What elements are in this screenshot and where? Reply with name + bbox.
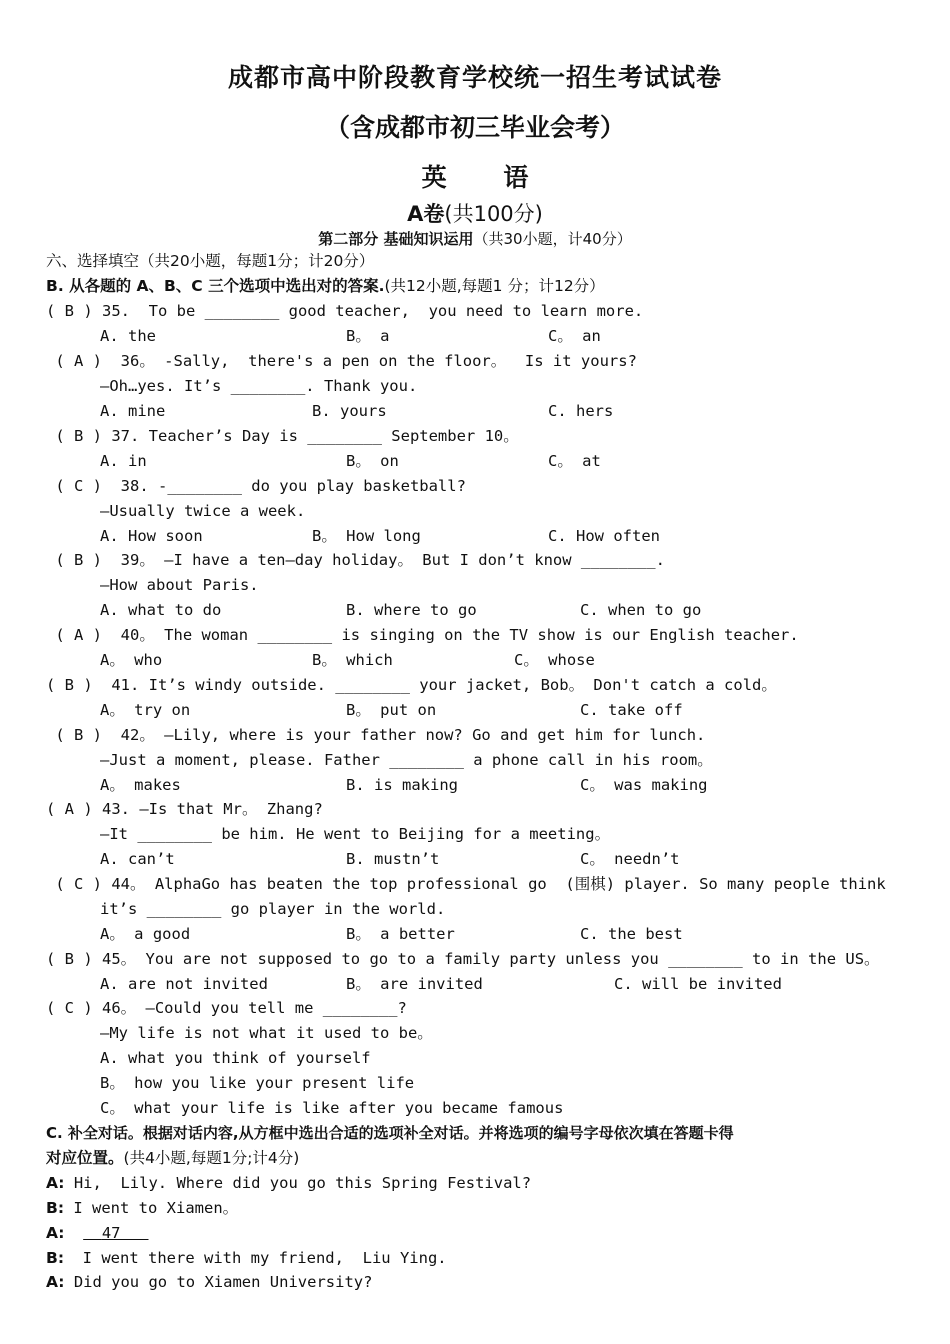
q46-option-a: A. what you think of yourself (100, 1049, 371, 1067)
question-43-stem: ( A ) 43. —Is that Mr。 Zhang? (46, 800, 323, 818)
q45-option-b: B。 are invited (346, 975, 483, 993)
q44-option-b: B。 a better (346, 925, 455, 943)
question-36-stem: ( A ) 36。 -Sally, there's a pen on the floor。 Is it yours? (46, 352, 637, 370)
q43-option-b: B. mustn’t (346, 850, 440, 868)
part2-title: 第二部分 基础知识运用 (318, 230, 474, 248)
question-44-stem: ( C ) 44。 AlphaGo has beaten the top professional go (围棋) player. So many people think (46, 875, 886, 893)
dialogue-text: I went to Xiamen。 (64, 1199, 239, 1217)
q39-option-c: C. when to go (580, 601, 702, 619)
q46-option-b: B。 how you like your present life (100, 1074, 415, 1092)
sectionB-heading (46, 276, 605, 296)
q43-option-a: A. can’t (100, 850, 175, 868)
sectionC-title-info: (共4小题,每题1分;计4分) (123, 1149, 300, 1167)
question-38-line2: —Usually twice a week. (100, 502, 306, 520)
q37-option-c: C。 at (548, 452, 601, 470)
question-36-line2: —Oh…yes. It’s ________. Thank you. (100, 377, 418, 395)
q42-option-b: B. is making (346, 776, 458, 794)
question-45-stem: ( B ) 45。 You are not supposed to go to a family party unless you ________ to in the US。 (46, 950, 880, 968)
dialogue-speaker: B: (46, 1249, 65, 1267)
dialogue-line-3 (46, 1223, 149, 1243)
question-40-stem: ( A ) 40。 The woman ________ is singing on the TV show is our English teacher. (46, 626, 799, 644)
q35-option-c: C。 an (548, 327, 601, 345)
q38-option-c: C. How often (548, 527, 660, 545)
paper-a-label: A卷 (407, 202, 445, 226)
q39-option-b: B. where to go (346, 601, 477, 619)
q44-option-a: A。 a good (100, 925, 191, 943)
q41-option-b: B。 put on (346, 701, 437, 719)
q40-option-a: A。 who (100, 651, 163, 669)
question-43-line2: —It ________ be him. He went to Beijing for a meeting。 (100, 825, 611, 843)
dialogue-speaker: A: (46, 1174, 65, 1192)
dialogue-line-5 (46, 1272, 372, 1292)
question-44-line2: it’s ________ go player in the world. (100, 900, 446, 918)
paper-a-score: (共100分) (444, 202, 543, 226)
exam-title: 成都市高中阶段教育学校统一招生考试试卷 (227, 63, 722, 92)
dialogue-line-4 (46, 1248, 447, 1268)
q35-option-b: B。 a (346, 327, 390, 345)
q38-option-b: B。 How long (312, 527, 421, 545)
question-42-stem: ( B ) 42。 —Lily, where is your father now? Go and get him for lunch. (46, 726, 706, 744)
subject-title: 英 语 (421, 163, 553, 192)
q35-option-a: A. the (100, 327, 156, 345)
q41-option-c: C. take off (580, 701, 683, 719)
sectionB-title: B. 从各题的 A、B、C 三个选项中选出对的答案. (46, 277, 385, 295)
question-39-stem: ( B ) 39。 —I have a ten—day holiday。 But I don’t know ________. (46, 551, 665, 569)
q37-option-a: A. in (100, 452, 147, 470)
dialogue-text: Did you go to Xiamen University? (64, 1273, 373, 1291)
q41-option-a: A。 try on (100, 701, 191, 719)
question-42-line2: —Just a moment, please. Father ________ a phone call in his room。 (100, 751, 713, 769)
part2-heading (0, 228, 950, 249)
section6-title: 六、选择填空（共20小题，每题1分；计20分） (46, 252, 375, 270)
sectionC-title-line2 (46, 1148, 299, 1168)
question-39-line2: —How about Paris. (100, 576, 259, 594)
q42-option-c: C。 was making (580, 776, 708, 794)
q39-option-a: A. what to do (100, 601, 222, 619)
dialogue-speaker: A: (46, 1224, 65, 1242)
q44-option-c: C. the best (580, 925, 683, 943)
dialogue-line-2 (46, 1198, 238, 1218)
question-46-line2: —My life is not what it used to be。 (100, 1024, 433, 1042)
q43-option-c: C。 needn’t (580, 850, 680, 868)
part2-info: （共30小题，计40分） (473, 230, 632, 248)
question-46-stem: ( C ) 46。 —Could you tell me ________? (46, 999, 407, 1017)
q36-option-b: B. yours (312, 402, 387, 420)
dialogue-speaker: B: (46, 1199, 65, 1217)
q40-option-b: B。 which (312, 651, 393, 669)
dialogue-text: I went there with my friend, Liu Ying. (64, 1249, 447, 1267)
sectionC-title-bold: 对应位置。 (46, 1149, 124, 1167)
question-37-stem: ( B ) 37. Teacher’s Day is ________ September 10。 (46, 427, 519, 445)
exam-subtitle: （含成都市初三毕业会考） (324, 113, 625, 142)
q40-option-c: C。 whose (514, 651, 595, 669)
sectionC-title-line1: C. 补全对话。根据对话内容,从方框中选出合适的选项补全对话。并将选项的编号字母依次填在答题卡得 (46, 1124, 734, 1142)
dialogue-text: Hi, Lily. Where did you go this Spring Festival? (64, 1174, 532, 1192)
question-38-stem: ( C ) 38. -________ do you play basketball? (46, 477, 466, 495)
blank-47 (83, 1224, 148, 1242)
dialogue-line-1 (46, 1173, 531, 1193)
q37-option-b: B。 on (346, 452, 399, 470)
q46-option-c: C。 what your life is like after you became famous (100, 1099, 564, 1117)
q42-option-a: A。 makes (100, 776, 181, 794)
q36-option-c: C. hers (548, 402, 614, 420)
sectionB-info: (共12小题,每题1 分；计12分） (384, 277, 605, 295)
dialogue-speaker: A: (46, 1273, 65, 1291)
question-35-stem: ( B ) 35. To be ________ good teacher, you need to learn more. (46, 302, 644, 320)
q45-option-c: C. will be invited (614, 975, 782, 993)
question-41-stem: ( B ) 41. It’s windy outside. ________ your jacket, Bob。 Don't catch a cold。 (46, 676, 777, 694)
paper-a-heading (0, 198, 950, 228)
blank-47-number: 47 (101, 1224, 121, 1242)
q38-option-a: A. How soon (100, 527, 203, 545)
q36-option-a: A. mine (100, 402, 166, 420)
q45-option-a: A. are not invited (100, 975, 268, 993)
